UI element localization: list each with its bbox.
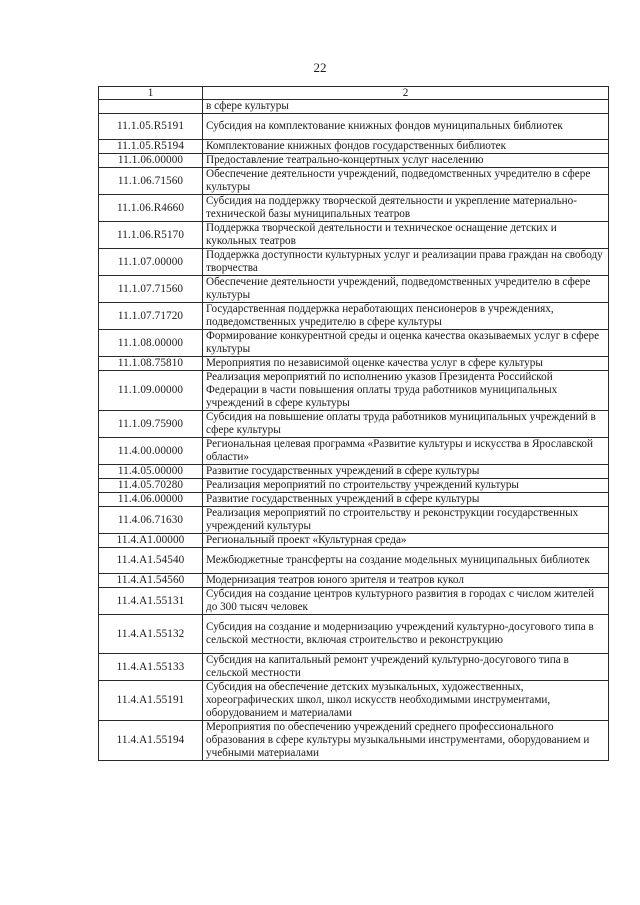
table-body — [99, 100, 609, 761]
row-name-cell: Субсидия на поддержку творческой деятельности и укрепление материально-технической базы муниципальных театров — [203, 195, 609, 222]
row-name-cell: Субсидия на создание и модернизацию учреждений культурно-досугового типа в сельской местности, включая строительство и реконструкцию — [203, 615, 609, 654]
table-row — [99, 411, 609, 438]
table-row — [99, 195, 609, 222]
table-row — [99, 249, 609, 276]
budget-classification-table — [98, 86, 609, 761]
table-row — [99, 276, 609, 303]
row-code-cell: 11.1.06.R5170 — [99, 222, 203, 249]
table-row — [99, 140, 609, 154]
table-row — [99, 303, 609, 330]
row-name-cell: Развитие государственных учреждений в сфере культуры — [203, 493, 609, 507]
row-code-cell: 11.4.06.00000 — [99, 493, 203, 507]
table-row — [99, 574, 609, 588]
column-header-code: 1 — [99, 87, 203, 100]
row-name-cell: Поддержка творческой деятельности и техническое оснащение детских и кукольных театров — [203, 222, 609, 249]
row-code-cell: 11.1.07.71560 — [99, 276, 203, 303]
row-name-cell: Поддержка доступности культурных услуг и реализации права граждан на свободу творчества — [203, 249, 609, 276]
row-name-cell: Реализация мероприятий по строительству учреждений культуры — [203, 479, 609, 493]
row-name-cell: Реализация мероприятий по исполнению указов Президента Российской Федерации в части повышения оплаты труда работников муниципальных учреждений в сфере культуры — [203, 371, 609, 411]
row-code-cell — [99, 100, 203, 114]
row-name-cell: Субсидия на обеспечение детских музыкальных, художественных, хореографических школ, школ искусств необходимыми инструментами, оборудованием и материалами — [203, 681, 609, 721]
row-name-cell: Формирование конкурентной среды и оценка качества оказываемых услуг в сфере культуры — [203, 330, 609, 357]
row-name-cell: Субсидия на капитальный ремонт учреждений культурно-досугового типа в сельской местности — [203, 654, 609, 681]
table-row — [99, 465, 609, 479]
table-row — [99, 534, 609, 548]
row-code-cell: 11.4.A1.54540 — [99, 548, 203, 574]
row-code-cell: 11.4.A1.55191 — [99, 681, 203, 721]
table-row — [99, 154, 609, 168]
row-code-cell: 11.1.09.00000 — [99, 371, 203, 411]
table-row — [99, 479, 609, 493]
row-name-cell: в сфере культуры — [203, 100, 609, 114]
row-code-cell: 11.1.06.71560 — [99, 168, 203, 195]
table-row — [99, 493, 609, 507]
row-code-cell: 11.4.A1.55194 — [99, 721, 203, 761]
row-code-cell: 11.1.06.R4660 — [99, 195, 203, 222]
page-number: 22 — [313, 60, 327, 75]
row-name-cell: Субсидия на повышение оплаты труда работников муниципальных учреждений в сфере культуры — [203, 411, 609, 438]
row-code-cell: 11.1.07.71720 — [99, 303, 203, 330]
row-name-cell: Обеспечение деятельности учреждений, подведомственных учредителю в сфере культуры — [203, 276, 609, 303]
table-row — [99, 615, 609, 654]
table-row — [99, 168, 609, 195]
table-row — [99, 438, 609, 465]
row-code-cell: 11.4.06.71630 — [99, 507, 203, 534]
row-code-cell: 11.4.A1.55131 — [99, 588, 203, 615]
table-row — [99, 330, 609, 357]
table-row — [99, 371, 609, 411]
table-row — [99, 681, 609, 721]
table-row — [99, 588, 609, 615]
row-name-cell: Обеспечение деятельности учреждений, подведомственных учредителю в сфере культуры — [203, 168, 609, 195]
row-code-cell: 11.4.05.70280 — [99, 479, 203, 493]
table-row — [99, 507, 609, 534]
table-row — [99, 100, 609, 114]
table-row — [99, 721, 609, 761]
row-name-cell: Субсидия на комплектование книжных фондов муниципальных библиотек — [203, 114, 609, 140]
row-code-cell: 11.1.06.00000 — [99, 154, 203, 168]
row-code-cell: 11.4.00.00000 — [99, 438, 203, 465]
row-code-cell: 11.1.07.00000 — [99, 249, 203, 276]
row-code-cell: 11.1.08.00000 — [99, 330, 203, 357]
row-code-cell: 11.1.09.75900 — [99, 411, 203, 438]
table-row — [99, 222, 609, 249]
row-code-cell: 11.1.05.R5191 — [99, 114, 203, 140]
row-name-cell: Комплектование книжных фондов государственных библиотек — [203, 140, 609, 154]
row-code-cell: 11.4.05.00000 — [99, 465, 203, 479]
row-name-cell: Развитие государственных учреждений в сфере культуры — [203, 465, 609, 479]
row-code-cell: 11.4.A1.00000 — [99, 534, 203, 548]
row-code-cell: 11.4.A1.55132 — [99, 615, 203, 654]
row-name-cell: Модернизация театров юного зрителя и театров кукол — [203, 574, 609, 588]
row-name-cell: Межбюджетные трансферты на создание модельных муниципальных библиотек — [203, 548, 609, 574]
row-name-cell: Мероприятия по обеспечению учреждений среднего профессионального образования в сфере культуры музыкальными инструментами, оборудованием и учебными материалами — [203, 721, 609, 761]
table-row — [99, 548, 609, 574]
row-code-cell: 11.1.08.75810 — [99, 357, 203, 371]
column-header-name: 2 — [203, 87, 609, 100]
row-code-cell: 11.1.05.R5194 — [99, 140, 203, 154]
table-row — [99, 654, 609, 681]
table-header-row — [99, 87, 609, 100]
row-name-cell: Мероприятия по независимой оценке качества услуг в сфере культуры — [203, 357, 609, 371]
row-name-cell: Региональная целевая программа «Развитие культуры и искусства в Ярославской области» — [203, 438, 609, 465]
row-name-cell: Государственная поддержка неработающих пенсионеров в учреждениях, подведомственных учредителю в сфере культуры — [203, 303, 609, 330]
row-name-cell: Региональный проект «Культурная среда» — [203, 534, 609, 548]
row-code-cell: 11.4.A1.54560 — [99, 574, 203, 588]
row-name-cell: Реализация мероприятий по строительству и реконструкции государственных учреждений культуры — [203, 507, 609, 534]
row-name-cell: Предоставление театрально-концертных услуг населению — [203, 154, 609, 168]
row-code-cell: 11.4.A1.55133 — [99, 654, 203, 681]
table-row — [99, 114, 609, 140]
table-row — [99, 357, 609, 371]
row-name-cell: Субсидия на создание центров культурного развития в городах с числом жителей до 300 тысяч человек — [203, 588, 609, 615]
